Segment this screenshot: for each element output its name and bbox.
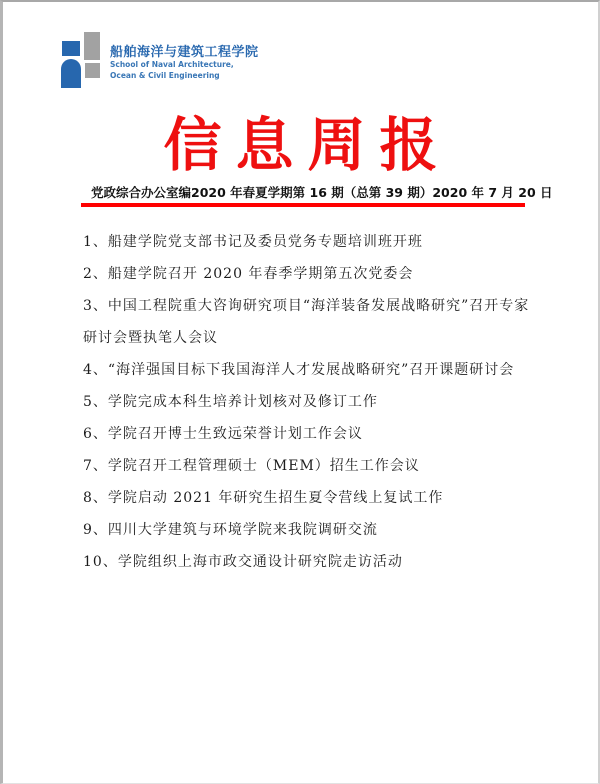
headline-item-10: 10、学院组织上海市政交通设计研究院走访活动 — [83, 554, 403, 570]
school-logo — [61, 32, 259, 88]
masthead-line — [81, 183, 553, 201]
logo-gray-small-rect — [85, 63, 100, 78]
logo-blue-square — [62, 41, 80, 56]
school-name-english-line1: School of Naval Architecture, — [110, 60, 234, 69]
headline-item-2: 2、船建学院召开 2020 年春季学期第五次党委会 — [83, 266, 414, 282]
school-name-chinese: 船舶海洋与建筑工程学院 — [110, 45, 259, 60]
headline-item-5: 5、学院完成本科生培养计划核对及修订工作 — [83, 394, 378, 410]
headline-list — [83, 226, 531, 578]
school-name-english-line2: Ocean & Civil Engineering — [110, 70, 220, 80]
masthead-issue: 2020 年春夏学期第 16 期（总第 39 期） — [191, 185, 433, 200]
headline-item-7: 7、学院召开工程管理硕士（MEM）招生工作会议 — [83, 458, 420, 474]
headline-item-4: 4、“海洋强国目标下我国海洋人才发展战略研究”召开课题研讨会 — [83, 362, 515, 378]
headline-item-1: 1、船建学院党支部书记及委员党务专题培训班开班 — [83, 234, 423, 250]
logo-gray-tall-rect — [84, 32, 100, 60]
school-logo-text — [110, 32, 259, 82]
headline-item-6: 6、学院召开博士生致远荣誉计划工作会议 — [83, 426, 363, 442]
newsletter-title: 信息周报 — [163, 111, 452, 179]
masthead-date: 2020 年 7 月 20 日 — [432, 185, 553, 200]
headline-item-8: 8、学院启动 2021 年研究生招生夏令营线上复试工作 — [83, 490, 444, 506]
red-divider-rule — [81, 203, 525, 207]
headline-item-9: 9、四川大学建筑与环境学院来我院调研交流 — [83, 522, 378, 538]
headline-item-3: 3、中国工程院重大咨询研究项目“海洋装备发展战略研究”召开专家研讨会暨执笔人会议 — [83, 298, 530, 346]
school-logo-icon — [61, 32, 101, 88]
logo-blue-arch — [61, 59, 81, 88]
masthead-editor: 党政综合办公室编 — [91, 185, 192, 200]
